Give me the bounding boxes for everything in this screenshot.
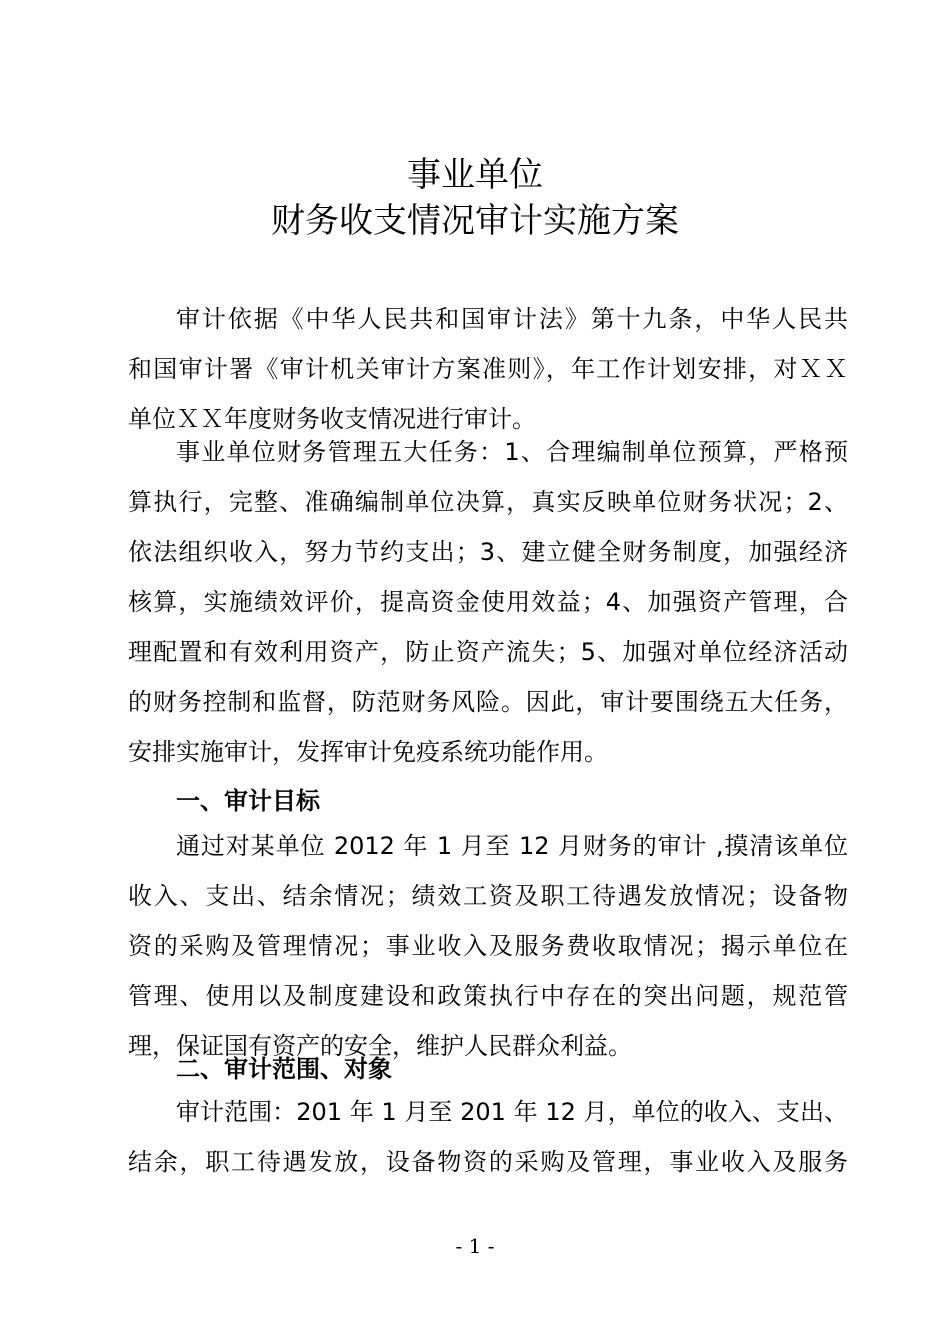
paragraph-audit-objective — [128, 821, 848, 1071]
paragraph-line: 的财务控制和监督，防范财务风险。因此，审计要围绕五大任务， — [128, 688, 848, 716]
paragraph-line: 审计依据《中华人民共和国审计法》第十九条，中华人民共 — [176, 305, 848, 333]
paragraph-line: 管理、使用以及制度建设和政策执行中存在的突出问题，规范管 — [128, 982, 848, 1010]
document-title-line-2: 财务收支情况审计实施方案 — [271, 201, 679, 241]
paragraph-audit-scope — [128, 1087, 848, 1187]
paragraph-audit-basis — [128, 294, 848, 444]
paragraph-five-tasks — [128, 427, 848, 777]
section-heading-audit-objective: 一、审计目标 — [176, 787, 320, 815]
paragraph-line: 结余，职工待遇发放，设备物资的采购及管理，事业收入及服务 — [128, 1148, 848, 1176]
paragraph-line: 算执行，完整、准确编制单位决算，真实反映单位财务状况；2、 — [128, 488, 848, 516]
paragraph-line: 安排实施审计，发挥审计免疫系统功能作用。 — [128, 738, 608, 766]
paragraph-line: 理，保证国有资产的安全，维护人民群众利益。 — [128, 1032, 632, 1060]
paragraph-line: 理配置和有效利用资产，防止资产流失；5、加强对单位经济活动 — [128, 638, 848, 666]
paragraph-line: 和国审计署《审计机关审计方案准则》，年工作计划安排，对ＸＸ — [128, 355, 848, 383]
section-heading-audit-scope: 二、审计范围、对象 — [176, 1055, 392, 1083]
paragraph-line: 单位ＸＸ年度财务收支情况进行审计。 — [128, 405, 536, 433]
document-title-line-1: 事业单位 — [407, 155, 543, 195]
paragraph-line: 依法组织收入，努力节约支出；3、建立健全财务制度，加强经济 — [128, 538, 848, 566]
paragraph-line: 收入、支出、结余情况；绩效工资及职工待遇发放情况；设备物 — [128, 882, 848, 910]
paragraph-line: 核算，实施绩效评价，提高资金使用效益；4、加强资产管理，合 — [128, 588, 848, 616]
paragraph-line: 事业单位财务管理五大任务：1、合理编制单位预算，严格预 — [176, 438, 848, 466]
page-number: - 1 - — [455, 1234, 495, 1258]
paragraph-line: 审计范围：201 年 1 月至 201 年 12 月，单位的收入、支出、 — [176, 1098, 848, 1126]
paragraph-line: 资的采购及管理情况；事业收入及服务费收取情况；揭示单位在 — [128, 932, 848, 960]
paragraph-line: 通过对某单位 2012 年 1 月至 12 月财务的审计 ,摸清该单位 — [176, 832, 848, 860]
